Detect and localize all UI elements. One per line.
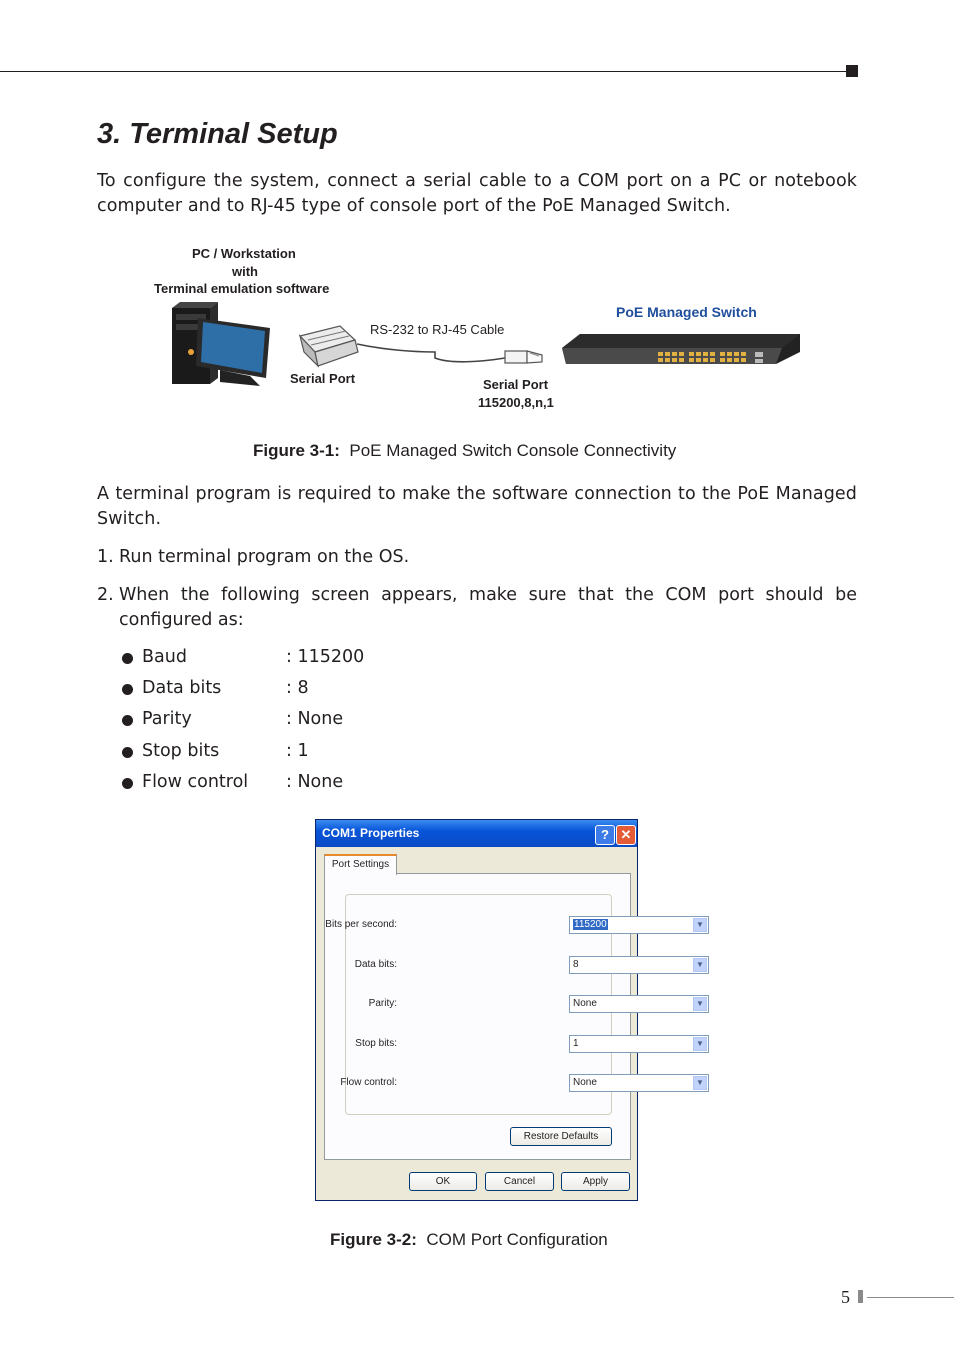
- setting-key: Flow control: [142, 772, 249, 792]
- bits-per-second-label: Bits per second:: [325, 919, 397, 930]
- step-1: [97, 545, 857, 570]
- terminal-paragraph: A terminal program is required to make the software connection to the PoE Managed Switch.: [97, 484, 857, 529]
- setting-value: : 115200: [286, 647, 365, 667]
- step-2: [97, 583, 857, 633]
- parity-label: Parity:: [368, 998, 397, 1009]
- serial-port-left-label: Serial Port: [290, 371, 356, 386]
- intro-paragraph: To configure the system, connect a serial cable to a COM port on a PC or notebook computer and to RJ-45 type of console port of the PoE Managed Switch.: [97, 171, 857, 216]
- step-text: Run terminal program on the OS.: [119, 547, 410, 567]
- setting-key: Stop bits: [142, 741, 220, 761]
- step-text: When the following screen appears, make sure that the COM port should be configured as:: [119, 585, 857, 630]
- page-number: 5: [841, 1287, 850, 1307]
- apply-button[interactable]: Apply: [561, 1172, 630, 1191]
- figure2-caption: [330, 1230, 608, 1250]
- connectivity-diagram: [150, 240, 810, 420]
- chevron-down-icon[interactable]: ▼: [693, 1076, 707, 1090]
- dialog-titlebar: [316, 820, 637, 847]
- pc-label-line3: Terminal emulation software: [154, 281, 330, 296]
- chevron-down-icon[interactable]: ▼: [693, 997, 707, 1011]
- stop-bits-label: Stop bits:: [355, 1038, 397, 1049]
- com1-properties-dialog: [315, 819, 704, 1201]
- page-number-marker: [858, 1290, 863, 1303]
- settings-group: [325, 894, 704, 1115]
- figure1-caption-text: PoE Managed Switch Console Connectivity: [349, 441, 677, 460]
- stop-bits-select[interactable]: 1 ▼: [569, 1035, 709, 1053]
- serial-settings-label: 115200,8,n,1: [478, 395, 554, 410]
- serial-port-right-label: Serial Port: [483, 377, 549, 392]
- chevron-down-icon[interactable]: ▼: [693, 918, 707, 932]
- figure1-caption-number: Figure 3-1:: [253, 441, 340, 460]
- flow-control-label: Flow control:: [340, 1077, 397, 1088]
- setting-key: Parity: [142, 709, 192, 729]
- pc-label-line2: with: [232, 264, 258, 279]
- pc-label-line1: PC / Workstation: [192, 246, 296, 261]
- dialog-title: COM1 Properties: [322, 826, 420, 840]
- top-rule: [0, 71, 846, 72]
- setting-value: : 8: [286, 678, 309, 698]
- bullet-icon: [122, 715, 133, 726]
- bullet-icon: [122, 778, 133, 789]
- db9-connector-icon: [300, 326, 358, 366]
- chevron-down-icon[interactable]: ▼: [693, 958, 707, 972]
- chevron-down-icon[interactable]: ▼: [693, 1037, 707, 1051]
- bullet-icon: [122, 653, 133, 664]
- bullet-icon: [122, 684, 133, 695]
- rj45-connector-icon: [505, 351, 542, 363]
- data-bits-label: Data bits:: [354, 959, 397, 970]
- step-number: 1.: [97, 547, 114, 567]
- port-settings-panel: [324, 873, 704, 1160]
- data-bits-select[interactable]: 8 ▼: [569, 956, 709, 974]
- bullet-icon: [122, 747, 133, 758]
- cancel-button[interactable]: Cancel: [485, 1172, 554, 1191]
- cable-label: RS-232 to RJ-45 Cable: [370, 322, 505, 337]
- setting-key: Baud: [142, 647, 187, 667]
- setting-value: : None: [286, 709, 344, 729]
- step-number: 2.: [97, 585, 114, 605]
- flow-control-select[interactable]: None ▼: [569, 1074, 709, 1092]
- setting-key: Data bits: [142, 678, 222, 698]
- switch-icon: [562, 334, 800, 364]
- bits-per-second-select[interactable]: 115200 ▼: [569, 916, 709, 934]
- setting-value: : 1: [286, 741, 309, 761]
- cable-line: [357, 344, 505, 362]
- figure1-caption: [253, 441, 676, 461]
- close-icon[interactable]: ✕: [616, 825, 636, 845]
- help-icon[interactable]: ?: [595, 825, 615, 845]
- section-heading: 3. Terminal Setup: [97, 118, 338, 150]
- figure2-caption-number: Figure 3-2:: [330, 1230, 417, 1249]
- ok-button[interactable]: OK: [409, 1172, 477, 1191]
- setting-value: : None: [286, 772, 344, 792]
- top-rule-marker: [846, 65, 858, 77]
- page-number-rule: [867, 1297, 954, 1298]
- parity-select[interactable]: None ▼: [569, 995, 709, 1013]
- switch-label: PoE Managed Switch: [616, 304, 757, 320]
- restore-defaults-button[interactable]: Restore Defaults: [510, 1127, 612, 1146]
- figure2-caption-text: COM Port Configuration: [426, 1230, 608, 1249]
- tab-port-settings[interactable]: Port Settings: [324, 854, 397, 875]
